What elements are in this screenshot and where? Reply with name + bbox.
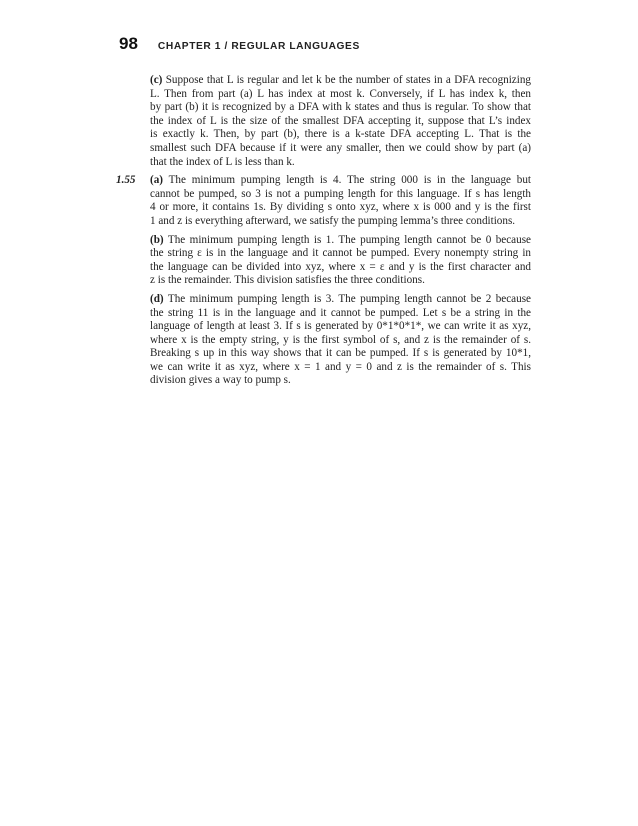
line-text: is exactly k. Then, by part (b), there is a k-state DFA accepting L. That is the <box>150 128 531 141</box>
page-header <box>119 34 360 56</box>
paragraph-a-ex <box>116 174 531 228</box>
text-line <box>150 215 531 229</box>
line-text: division gives a way to pump s. <box>150 374 291 387</box>
text-line <box>150 142 531 156</box>
line-text: L. Then from part (a) L has index at most k. Conversely, if L has index k, then <box>150 87 531 100</box>
text-line <box>150 307 531 321</box>
line-text: Suppose that L is regular and let k be the number of states in a DFA recognizing <box>165 74 531 86</box>
line-text: the string ε is in the language and it cannot be pumped. Every nonempty string in <box>150 247 531 260</box>
line-text: The minimum pumping length is 4. The string 000 is in the language but <box>168 174 531 187</box>
line-text: where x is the empty string, y is the first symbol of s, and z is the remainder of s. <box>150 333 531 346</box>
line-text: the string 11 is in the language and it cannot be pumped. Let s be a string in the <box>150 306 531 319</box>
line-text: 1 and z is everything afterward, we satisfy the pumping lemma’s three conditions. <box>150 214 516 227</box>
text-line <box>150 74 531 88</box>
line-text: The minimum pumping length is 3. The pumping length cannot be 2 because <box>167 292 531 305</box>
text-line <box>150 334 531 348</box>
paragraph-c <box>150 74 531 169</box>
line-text: by part (b) it is recognized by a DFA with k states and thus is regular. To show that <box>150 101 531 114</box>
text-line <box>150 261 531 275</box>
text-line <box>150 174 531 188</box>
text-line <box>150 88 531 102</box>
line-text: cannot be pumped, so 3 is not a pumping length for this language. If s has length <box>150 187 531 200</box>
text-line <box>150 201 531 215</box>
line-text: we can write it as xyz, where x = 1 and y = 0 and z is the remainder of s. This <box>150 360 531 373</box>
text-line <box>150 361 531 375</box>
line-text: smallest such DFA because if it were any smaller, then we could show by part (a) <box>150 141 531 154</box>
text-line <box>150 156 531 170</box>
text-line <box>150 347 531 361</box>
part-label: (a) <box>150 174 163 187</box>
text-line <box>150 247 531 261</box>
text-line <box>150 320 531 334</box>
line-text: z is the remainder. This division satisfies the three conditions. <box>150 274 425 287</box>
part-label: (c) <box>150 74 163 86</box>
text-line <box>150 234 531 248</box>
line-text: the language can be divided into xyz, where x = ε and y is the first character and <box>150 260 531 273</box>
page-number: 98 <box>119 34 138 53</box>
line-text: Breaking s up in this way shows that it can be pumped. If s is generated by 10*1, <box>150 347 531 360</box>
text-line <box>150 188 531 202</box>
text-line <box>150 128 531 142</box>
exercise-number: 1.55 <box>116 174 136 187</box>
line-text: the index of L is the size of the smallest DFA accepting it, suppose that L’s index <box>150 114 531 127</box>
chapter-title: CHAPTER 1 / REGULAR LANGUAGES <box>157 41 360 52</box>
part-label: (d) <box>150 292 164 305</box>
line-text: 4 or more, it contains 1s. By dividing s onto xyz, where x is 000 and y is the first <box>150 201 531 214</box>
text-line <box>150 115 531 129</box>
paragraph-d <box>150 293 531 388</box>
part-label: (b) <box>150 233 164 246</box>
paragraph-b <box>150 234 531 288</box>
page-body <box>116 74 531 393</box>
text-line <box>150 101 531 115</box>
text-line <box>150 293 531 307</box>
line-text: that the index of L is less than k. <box>150 155 295 168</box>
text-line <box>150 374 531 388</box>
line-text: language of length at least 3. If s is generated by 0*1*0*1*, we can write it as xyz, <box>150 320 531 333</box>
text-line <box>150 274 531 288</box>
line-text: The minimum pumping length is 1. The pumping length cannot be 0 because <box>167 233 531 246</box>
